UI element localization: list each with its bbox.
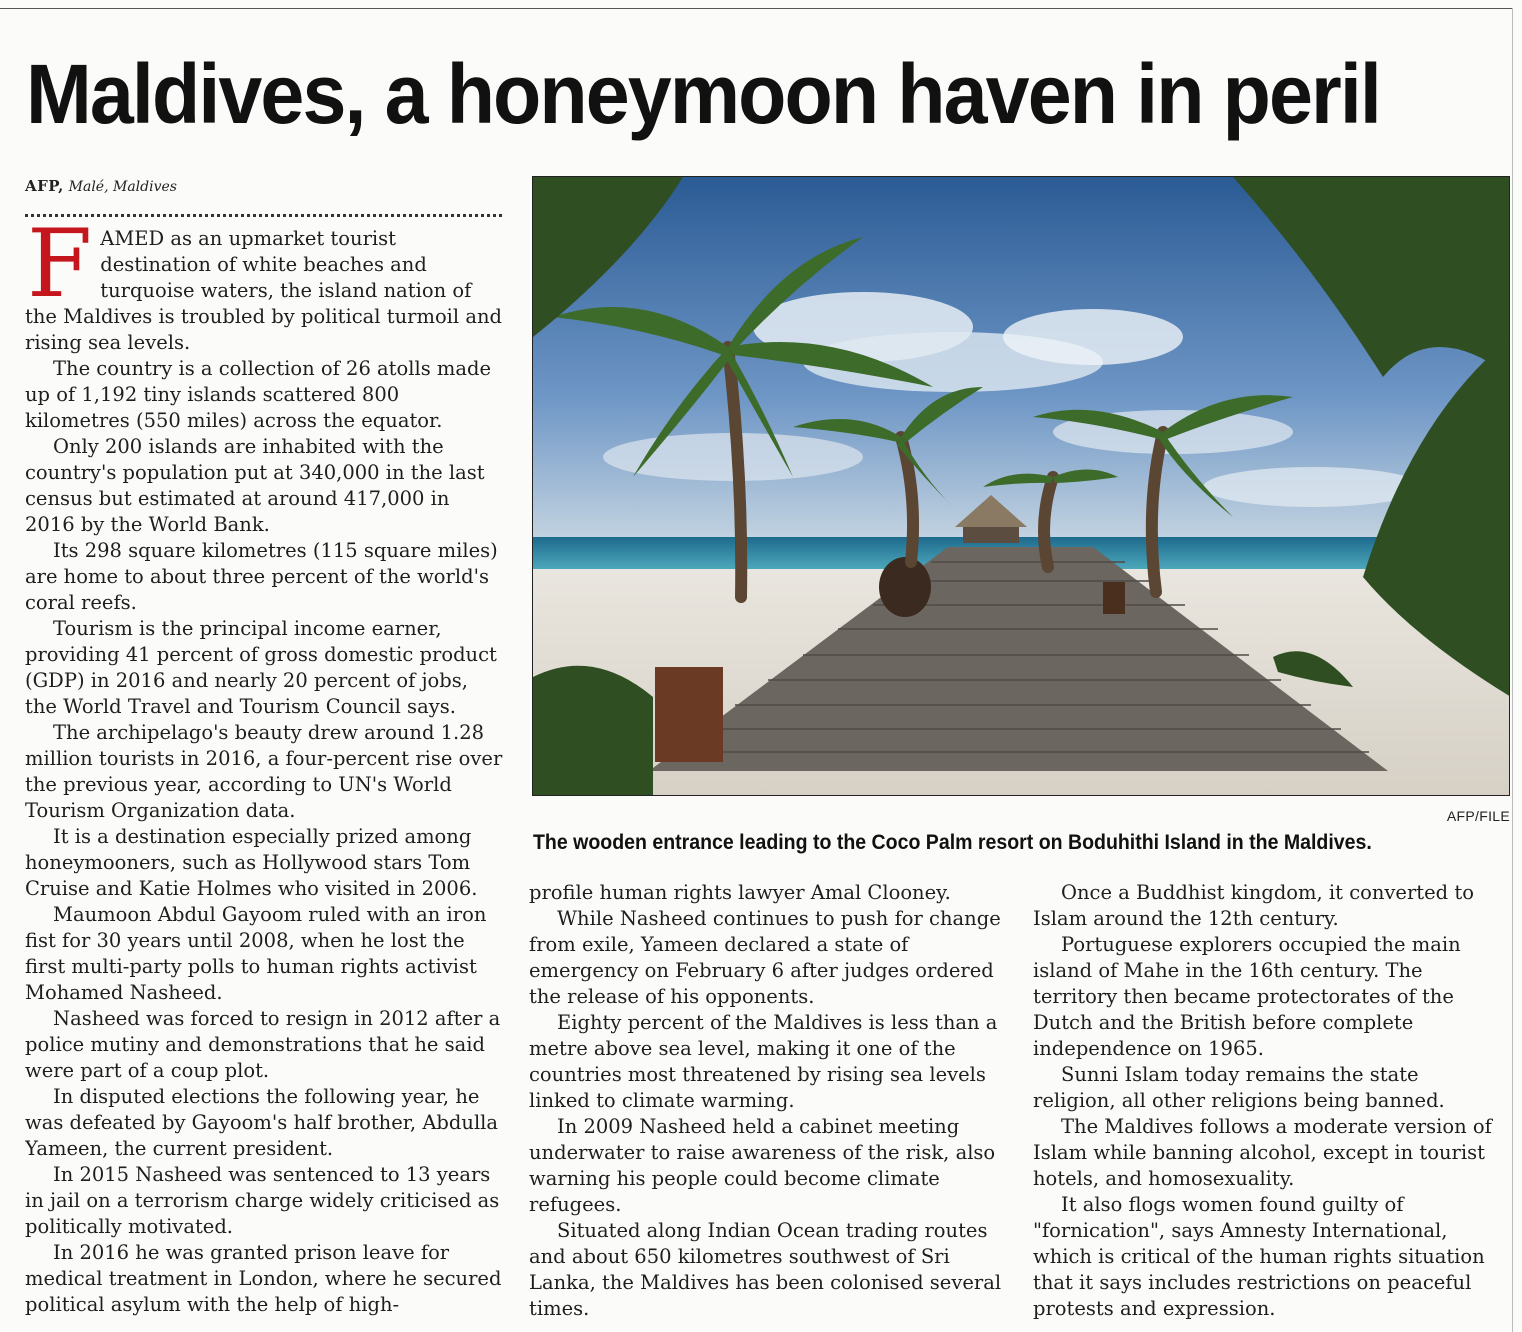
photo-credit: AFP/FILE (1446, 808, 1510, 824)
paragraph: profile human rights lawyer Amal Clooney. (529, 881, 951, 904)
page-edge-rule (1512, 8, 1513, 1332)
paragraph: It is a destination especially prized among honeymooners, such as Hollywood stars Tom Cruise and Katie Holmes who visited in 2006. (25, 825, 478, 900)
article-column-2 (529, 880, 1007, 1325)
resort-photo-illustration (533, 177, 1510, 796)
paragraph: In 2016 he was granted prison leave for medical treatment in London, where he secured political asylum with the help of high- (25, 1241, 502, 1316)
paragraph: In 2009 Nasheed held a cabinet meeting underwater to raise awareness of the risk, also warning his people could become climate refugees. (529, 1115, 996, 1216)
dateline (25, 176, 177, 197)
paragraph-text: AMED as an upmarket tourist destination of white beaches and turquoise waters, the island nation of the Maldives is troubled by political turmoil and rising sea levels. (25, 227, 503, 354)
paragraph: In disputed elections the following year, he was defeated by Gayoom's half brother, Abdulla Yameen, the current president. (25, 1085, 499, 1160)
dateline-place: Malé, Maldives (68, 179, 177, 195)
paragraph: Its 298 square kilometres (115 square miles) are home to about three percent of the world's coral reefs. (25, 539, 498, 614)
paragraph: The Maldives follows a moderate version of Islam while banning alcohol, except in tourist hotels, and homosexuality. (1033, 1115, 1492, 1190)
paragraph: Only 200 islands are inhabited with the country's population put at 340,000 in the last census but estimated at around 417,000 in 2016 by the World Bank. (25, 435, 485, 536)
paragraph: Situated along Indian Ocean trading routes and about 650 kilometres southwest of Sri Lanka, the Maldives has been colonised several times. (529, 1219, 1002, 1320)
paragraph: While Nasheed continues to push for change from exile, Yameen declared a state of emergency on February 6 after judges ordered the release of his opponents. (529, 907, 1001, 1008)
article-column-3 (1033, 880, 1505, 1325)
dateline-agency: AFP, (25, 177, 64, 195)
paragraph: Portuguese explorers occupied the main island of Mahe in the 16th century. The territory then became protectorates of the Dutch and the British before complete independence on 1965. (1033, 933, 1461, 1060)
dotted-rule (25, 214, 502, 217)
article-column-1 (25, 226, 505, 1321)
paragraph: Maumoon Abdul Gayoom ruled with an iron fist for 30 years until 2008, when he lost the first multi-party polls to human rights activist Mohamed Nasheed. (25, 903, 487, 1004)
resort-photo (532, 176, 1510, 796)
photo-caption: The wooden entrance leading to the Coco Palm resort on Boduhithi Island in the Maldives. (533, 831, 1372, 854)
headline: Maldives, a honeymoon haven in peril (26, 47, 1380, 141)
paragraph: The country is a collection of 26 atolls made up of 1,192 tiny islands scattered 800 kilometres (550 miles) across the equator. (25, 357, 492, 432)
lead-paragraph (25, 226, 505, 356)
paragraph: It also flogs women found guilty of "fornication", says Amnesty International, which is critical of the human rights situation that it says includes restrictions on peaceful protests and expression. (1033, 1193, 1485, 1320)
paragraph: The archipelago's beauty drew around 1.28 million tourists in 2016, a four-percent rise over the previous year, according to UN's World Tourism Organization data. (25, 721, 503, 822)
paragraph: Eighty percent of the Maldives is less than a metre above sea level, making it one of the countries most threatened by rising sea levels linked to climate warming. (529, 1011, 998, 1112)
paragraph: Sunni Islam today remains the state religion, all other religions being banned. (1033, 1063, 1445, 1112)
paragraph: Tourism is the principal income earner, providing 41 percent of gross domestic product (GDP) in 2016 and nearly 20 percent of jobs, the World Travel and Tourism Council says. (25, 617, 497, 718)
paragraph: Nasheed was forced to resign in 2012 after a police mutiny and demonstrations that he said were part of a coup plot. (25, 1007, 501, 1082)
drop-cap: F (27, 226, 93, 319)
paragraph: In 2015 Nasheed was sentenced to 13 years in jail on a terrorism charge widely criticised as politically motivated. (25, 1163, 500, 1238)
top-rule (0, 8, 1512, 9)
paragraph: Once a Buddhist kingdom, it converted to Islam around the 12th century. (1033, 881, 1474, 930)
